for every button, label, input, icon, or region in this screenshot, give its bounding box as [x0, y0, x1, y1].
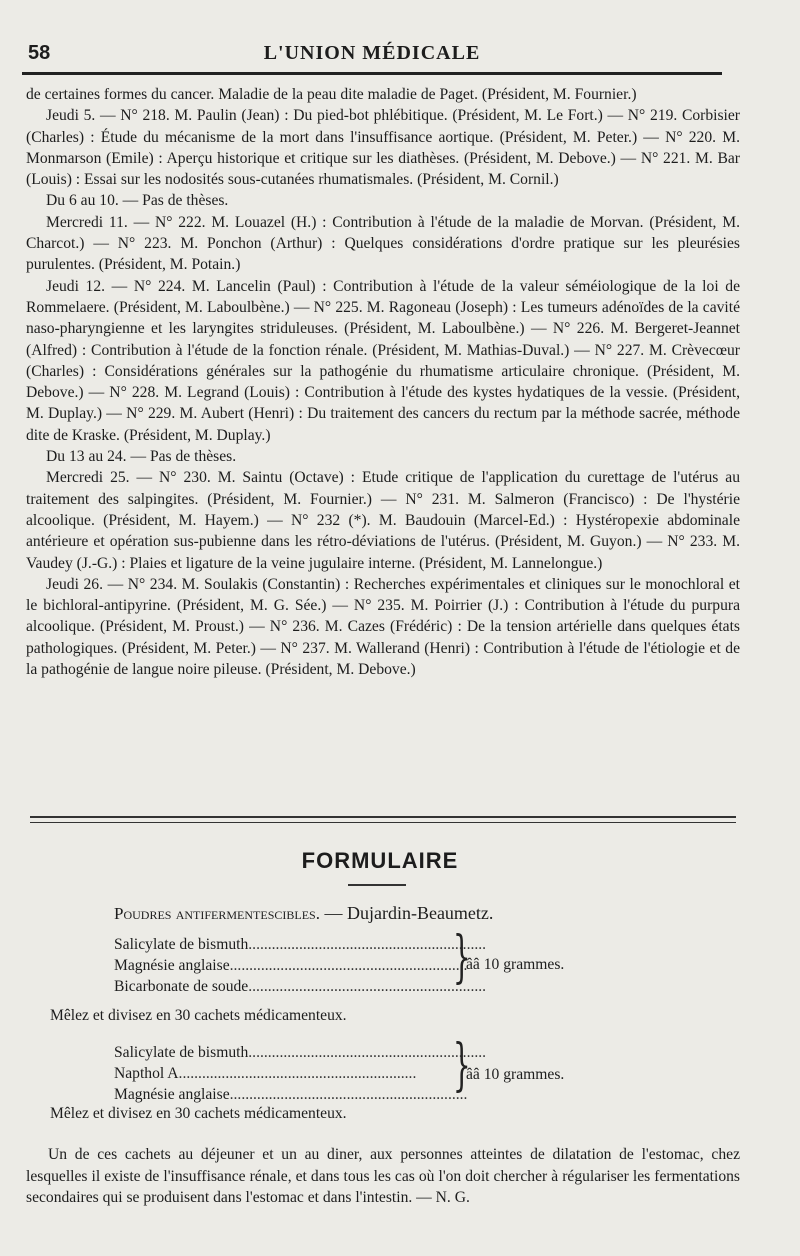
ingredient: Magnésie anglaise: [114, 957, 230, 974]
ingredient-row: [114, 1042, 487, 1063]
running-title: L'UNION MÉDICALE: [263, 42, 481, 64]
recipe-1: [114, 934, 487, 997]
leader-dots: .............................................................: [178, 1065, 417, 1082]
closing-paragraph: Un de ces cachets au déjeuner et un au diner, aux personnes atteintes de dilatation de l'estomac, chez lesquelles il existe de l'insuffisance rénale, et dans tous les cas où l'on doit chercher à régulariser les fermentations secondaires qui se produisent dans l'estomac et dans l'intestin. — N. G.: [26, 1146, 740, 1206]
ingredient-row: [114, 934, 487, 955]
paragraph: Du 6 au 10. — Pas de thèses.: [46, 192, 229, 210]
thesis-list: [26, 84, 740, 680]
brace: }: [452, 925, 471, 990]
paragraph: Jeudi 5. — N° 218. M. Paulin (Jean) : Du pied-bot phlébitique. (Président, M. Le Fort.) — N° 219. Corbisier (Charles) : Étude du mécanisme de la mort dans l'insuffisance aortique. (Président, M. Peter.) — N° 220. M. Monmarson (Emile) : Aperçu historique et critique sur les diathèses. (Président, M. Debove.) — N° 221. M. Bar (Louis) : Essai sur les nodosités sous-cutanées rhumatismales. (Président, M. Cornil.): [26, 107, 740, 189]
recipe-2: [114, 1042, 487, 1105]
section-divider: [30, 816, 736, 818]
ingredient: Bicarbonate de soude: [114, 978, 249, 995]
paragraph: Mercredi 25. — N° 230. M. Saintu (Octave) : Etude critique de l'application du curettage de l'utérus au traitement des salpingites. (Président, M. Fournier.) — N° 231. M. Salmeron (Francisco) : De l'hystérie alcoolique. (Président, M. Hayem.) — N° 232 (*). M. Baudouin (Marcel-Ed.) : Hystéropexie abdominale antérieure et opération sus-pubienne dans les rétro-déviations de l'utérus. (Président, M. Guyon.) — N° 233. M. Vaudey (J.-G.) : Plaies et ligature de la veine jugulaire interne. (Président, M. Lannelongue.): [26, 469, 740, 572]
ingredient-row: [114, 1084, 468, 1105]
paragraph: Jeudi 12. — N° 224. M. Lancelin (Paul) : Contribution à l'étude de la valeur séméiologique de la loi de Rommelaere. (Président, M. Laboulbène.) — N° 225. M. Ragoneau (Joseph) : Les tumeurs adénoïdes de la cavité naso-pharyngienne et les laryngites striduleuses. (Président, M. Laboulbène.) — N° 226. M. Bergeret-Jeannet (Alfred) : Contribution à l'étude de la fonction rénale. (Président, M. Mathias-Duval.) — N° 227. M. Crèvecœur (Charles) : Considérations générales sur la pathogénie du rhumatisme articulaire chronique. (Président, M. Debove.) — N° 228. M. Legrand (Louis) : Contribution à l'étude des kystes hydatiques de la vessie. (Président, M. Duplay.) — N° 229. M. Aubert (Henri) : Du traitement des cancers du rectum par la méthode sacrée, méthode dite de Kraske. (Président, M. Duplay.): [26, 277, 740, 444]
ingredient-row: [114, 955, 468, 976]
heading-dash: —: [319, 903, 347, 923]
ingredient: Napthol A: [114, 1065, 179, 1082]
formula-author: Dujardin-Beaumetz.: [346, 903, 494, 923]
paragraph: de certaines formes du cancer. Maladie de la peau dite maladie de Paget. (Président, M. Fournier.): [26, 86, 637, 103]
section-divider: [30, 822, 736, 823]
instruction: Mêlez et divisez en 30 cachets médicamenteux.: [50, 1105, 347, 1122]
leader-dots: .............................................................: [248, 1044, 487, 1061]
page-number: 58: [28, 42, 51, 64]
paragraph: Jeudi 26. — N° 234. M. Soulakis (Constantin) : Recherches expérimentales et cliniques sur le monochloral et le bichloral-antipyrine. (Président, M. G. Sée.) — N° 235. M. Poirrier (J.) : Contribution à l'étude du purpura alcoolique. (Président, M. Proust.) — N° 236. M. Cazes (Frédéric) : De la tension artérielle dans quelques états pathologiques. (Président, M. Peter.) — N° 237. M. Wallerand (Henri) : Contribution à l'étude de l'étiologie et de la pathogénie de langue noire pileuse. (Président, M. Debove.): [26, 575, 740, 679]
paragraph: Du 13 au 24. — Pas de thèses.: [46, 448, 237, 466]
title-underline: [348, 884, 406, 886]
leader-dots: .............................................................: [248, 936, 487, 953]
leader-dots: .............................................................: [248, 978, 487, 995]
section-title: FORMULAIRE: [301, 848, 459, 873]
ingredient: Magnésie anglaise: [114, 1086, 230, 1103]
page-header: [22, 40, 722, 70]
brace: }: [452, 1033, 471, 1098]
ingredient-row: [114, 1063, 459, 1084]
formula-heading: [114, 903, 493, 924]
paragraph: Mercredi 11. — N° 222. M. Louazel (H.) : Contribution à l'étude de la maladie de Morvan. (Président, M. Charcot.) — N° 223. M. Ponchon (Arthur) : Quelques considérations d'ordre pratique sur les pleurésies purulentes. (Président, M. Potain.): [26, 213, 740, 274]
leader-dots: .............................................................: [229, 957, 468, 974]
leader-dots: .............................................................: [229, 1086, 468, 1103]
ingredient-row: [114, 976, 487, 997]
dose: ââ 10 grammes.: [466, 956, 565, 973]
instruction: Mêlez et divisez en 30 cachets médicamenteux.: [50, 1007, 347, 1024]
formula-name: Poudres antifermentescibles.: [114, 904, 320, 923]
header-rule: [22, 72, 722, 75]
dose: ââ 10 grammes.: [466, 1066, 565, 1083]
ingredient: Salicylate de bismuth: [114, 1044, 249, 1061]
ingredient: Salicylate de bismuth: [114, 936, 249, 953]
